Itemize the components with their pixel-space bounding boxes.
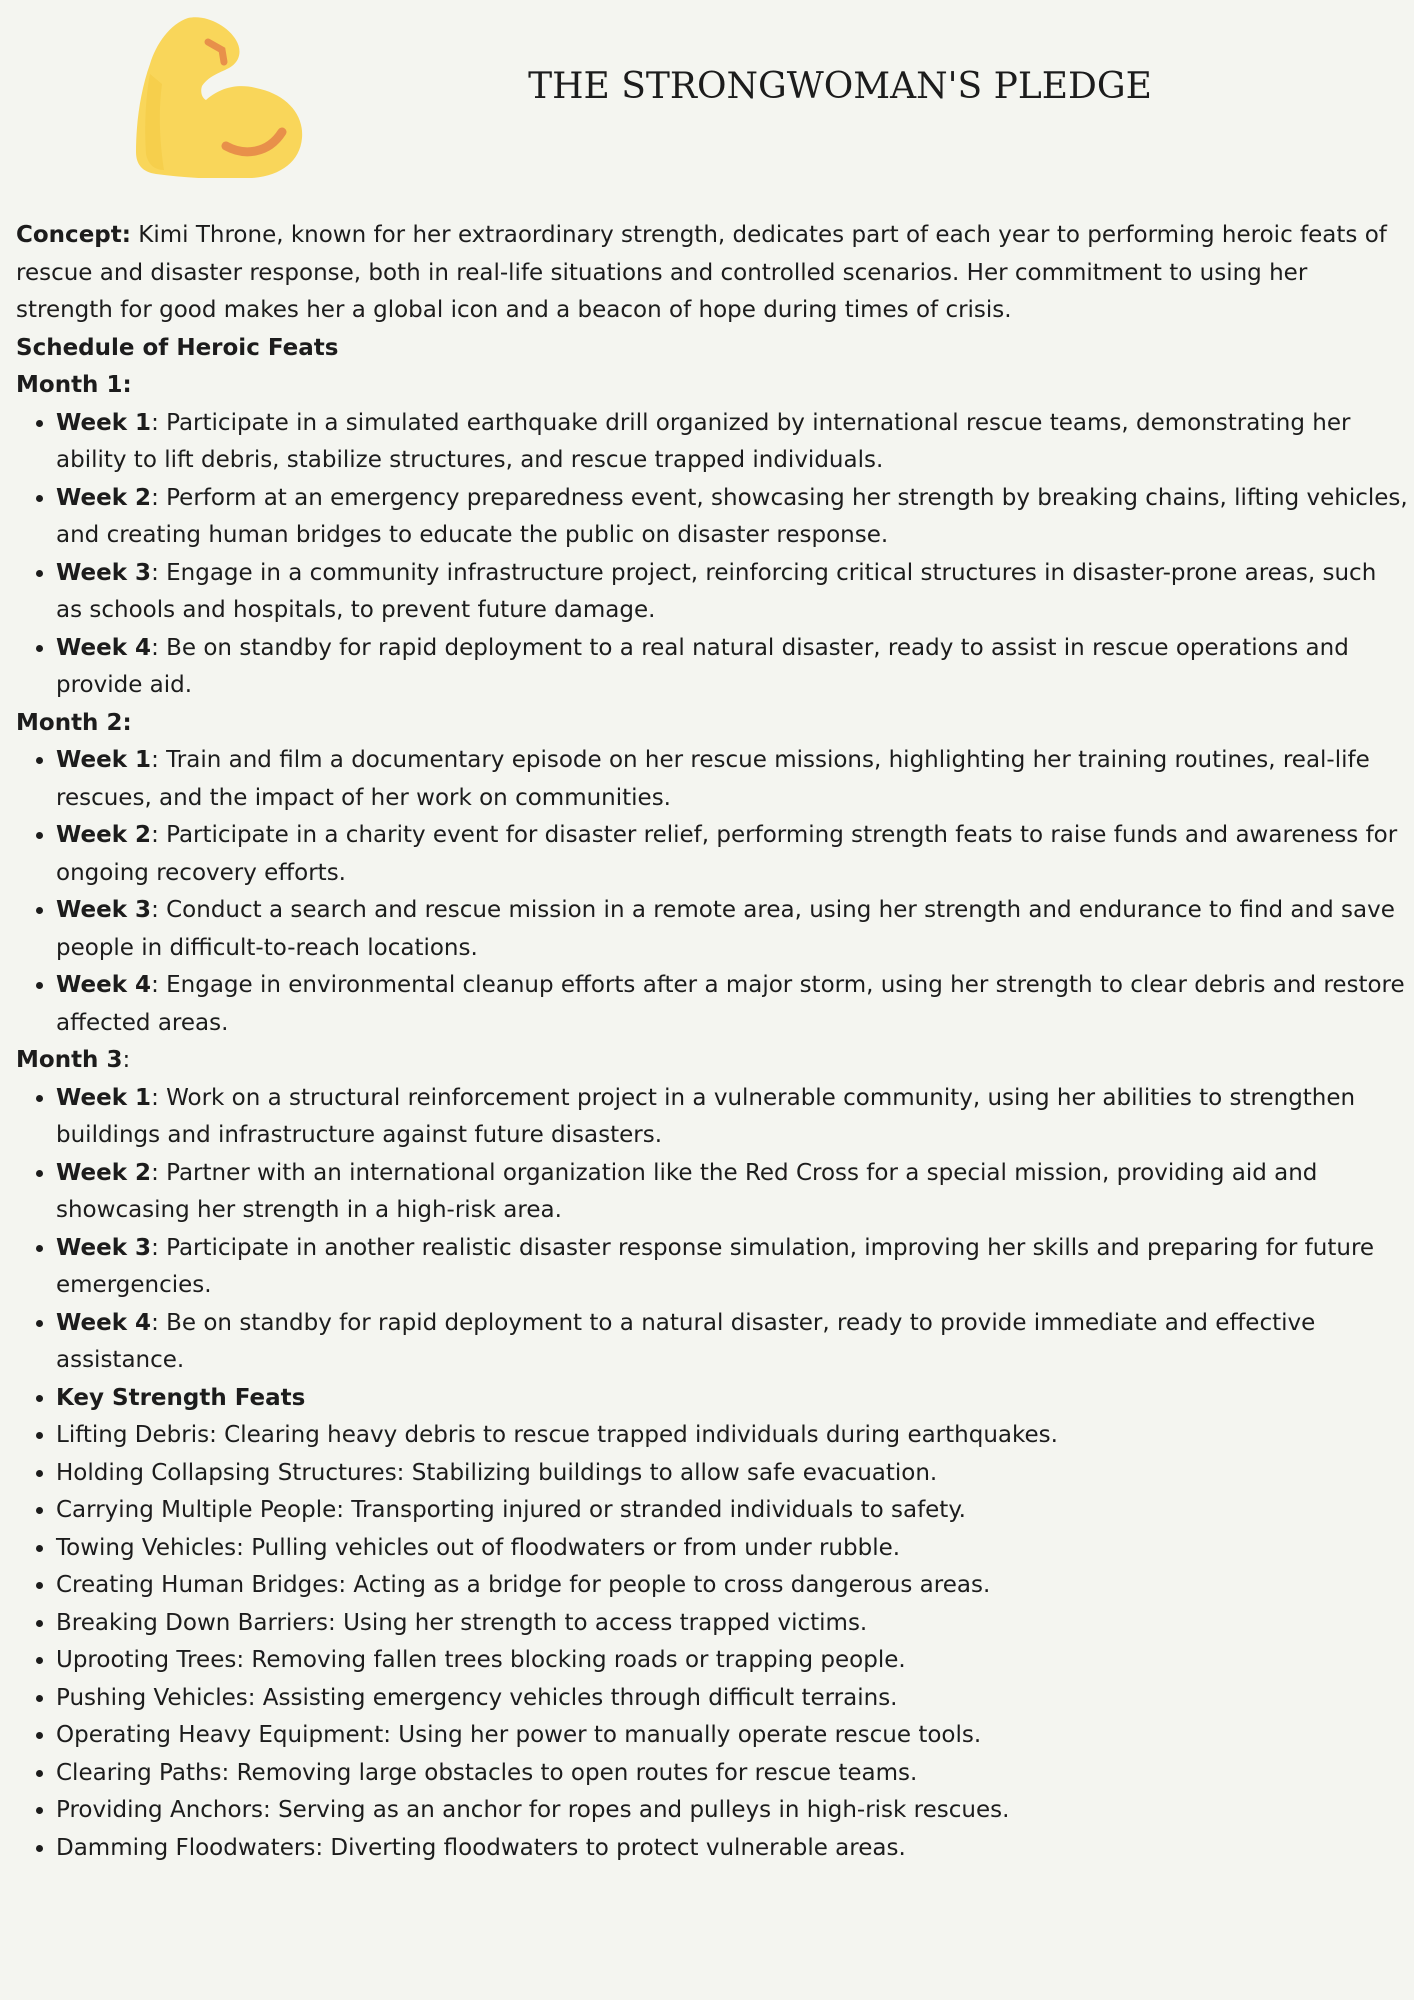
list-item xyxy=(56,967,1408,1042)
list-item xyxy=(56,480,1408,555)
list-item xyxy=(56,1230,1408,1305)
key-feats-heading-text: Key Strength Feats xyxy=(56,1384,306,1411)
list-item: • Carrying Multiple People: Transporting injured or stranded individuals to safety. xyxy=(56,1492,1408,1530)
week-description: : Engage in environmental cleanup efforts after a major storm, using her strength to clear debris and restore affected areas. xyxy=(56,972,1405,1036)
schedule-heading: Schedule of Heroic Feats xyxy=(16,334,339,361)
month-1-heading: Month 1: xyxy=(16,372,132,398)
week-description: : Participate in a simulated earthquake drill organized by international rescue teams, demonstrating her ability to lift debris, stabilize structures, and rescue trapped individuals. xyxy=(56,409,1351,473)
week-description: : Perform at an emergency preparedness event, showcasing her strength by breaking chains, lifting vehicles, and creating human bridges to educate the public on disaster response. xyxy=(56,484,1408,548)
month-2-heading: Month 2: xyxy=(16,709,132,736)
month-3-week-list xyxy=(16,1080,1408,1868)
list-item xyxy=(56,405,1408,480)
list-item xyxy=(56,630,1408,705)
list-item xyxy=(56,1155,1408,1230)
week-label: Week 3 xyxy=(56,559,152,586)
week-description: : Be on standby for rapid deployment to a real natural disaster, ready to assist in rescue operations and provide aid. xyxy=(56,634,1349,698)
week-description: : Engage in a community infrastructure project, reinforcing critical structures in disaster-prone areas, such as schools and hospitals, to prevent future damage. xyxy=(56,559,1377,623)
week-label: Week 2 xyxy=(56,822,152,848)
week-label: Week 1 xyxy=(56,747,152,773)
week-description: : Participate in a charity event for disaster relief, performing strength feats to raise funds and awareness for ongoing recovery efforts. xyxy=(56,822,1398,886)
list-item xyxy=(56,817,1408,892)
week-label: Week 3 xyxy=(56,1234,152,1261)
concept-text: Kimi Throne, known for her extraordinary strength, dedicates part of each year to performing heroic feats of rescue and disaster response, both in real-life situations and controlled scenarios. Her commitment to using her strength for good makes her a global icon and a beacon of hope during times of crisis. xyxy=(16,222,1387,323)
list-item xyxy=(56,1080,1408,1155)
week-description: : Partner with an international organization like the Red Cross for a special mission, providing aid and showcasing her strength in a high-risk area. xyxy=(56,1159,1318,1223)
month-3-label: Month 3 xyxy=(16,1047,123,1073)
week-description: : Be on standby for rapid deployment to a natural disaster, ready to provide immediate and effective assistance. xyxy=(56,1309,1316,1373)
week-label: Week 2 xyxy=(56,1159,152,1186)
list-item xyxy=(56,892,1408,967)
list-item: • Breaking Down Barriers: Using her strength to access trapped victims. xyxy=(56,1605,1408,1643)
month-1-week-list xyxy=(16,405,1408,705)
week-description: : Train and film a documentary episode on her rescue missions, highlighting her training routines, real-life rescues, and the impact of her work on communities. xyxy=(56,747,1370,811)
week-label: Week 2 xyxy=(56,484,152,511)
concept-paragraph xyxy=(16,217,1408,330)
list-item: • Lifting Debris: Clearing heavy debris to rescue trapped individuals during earthquakes. xyxy=(56,1417,1408,1455)
list-item xyxy=(56,742,1408,817)
concept-label: Concept: xyxy=(16,222,131,248)
list-item xyxy=(56,555,1408,630)
list-item: • Clearing Paths: Removing large obstacles to open routes for rescue teams. xyxy=(56,1755,1408,1793)
week-label: Week 1 xyxy=(56,1084,152,1111)
week-description: : Conduct a search and rescue mission in a remote area, using her strength and endurance to find and save people in difficult-to-reach locations. xyxy=(56,897,1395,961)
list-item: • Holding Collapsing Structures: Stabilizing buildings to allow safe evacuation. xyxy=(56,1455,1408,1493)
flexed-biceps-icon xyxy=(136,14,304,178)
week-label: Week 1 xyxy=(56,409,152,436)
month-3-colon: : xyxy=(122,1047,131,1073)
document-body xyxy=(16,217,1408,1867)
list-item: • Damming Floodwaters: Diverting floodwaters to protect vulnerable areas. xyxy=(56,1830,1408,1868)
month-2-week-list xyxy=(16,742,1408,1042)
list-item: • Towing Vehicles: Pulling vehicles out of floodwaters or from under rubble. xyxy=(56,1530,1408,1568)
key-feats-heading xyxy=(56,1380,1408,1418)
week-description: : Participate in another realistic disaster response simulation, improving her skills and preparing for future emergencies. xyxy=(56,1234,1375,1298)
page-title: THE STRONGWOMAN'S PLEDGE xyxy=(528,66,1152,107)
week-description: : Work on a structural reinforcement project in a vulnerable community, using her abilities to strengthen buildings and infrastructure against future disasters. xyxy=(56,1084,1356,1148)
week-label: Week 4 xyxy=(56,1309,152,1336)
month-3-heading xyxy=(16,1042,1408,1080)
list-item: • Providing Anchors: Serving as an anchor for ropes and pulleys in high-risk rescues. xyxy=(56,1792,1408,1830)
week-label: Week 4 xyxy=(56,634,152,661)
list-item xyxy=(56,1305,1408,1380)
list-item: • Uprooting Trees: Removing fallen trees blocking roads or trapping people. xyxy=(56,1642,1408,1680)
list-item: • Creating Human Bridges: Acting as a bridge for people to cross dangerous areas. xyxy=(56,1567,1408,1605)
week-label: Week 3 xyxy=(56,897,152,923)
week-label: Week 4 xyxy=(56,972,152,998)
list-item: • Operating Heavy Equipment: Using her power to manually operate rescue tools. xyxy=(56,1717,1408,1755)
list-item: • Pushing Vehicles: Assisting emergency vehicles through difficult terrains. xyxy=(56,1680,1408,1718)
